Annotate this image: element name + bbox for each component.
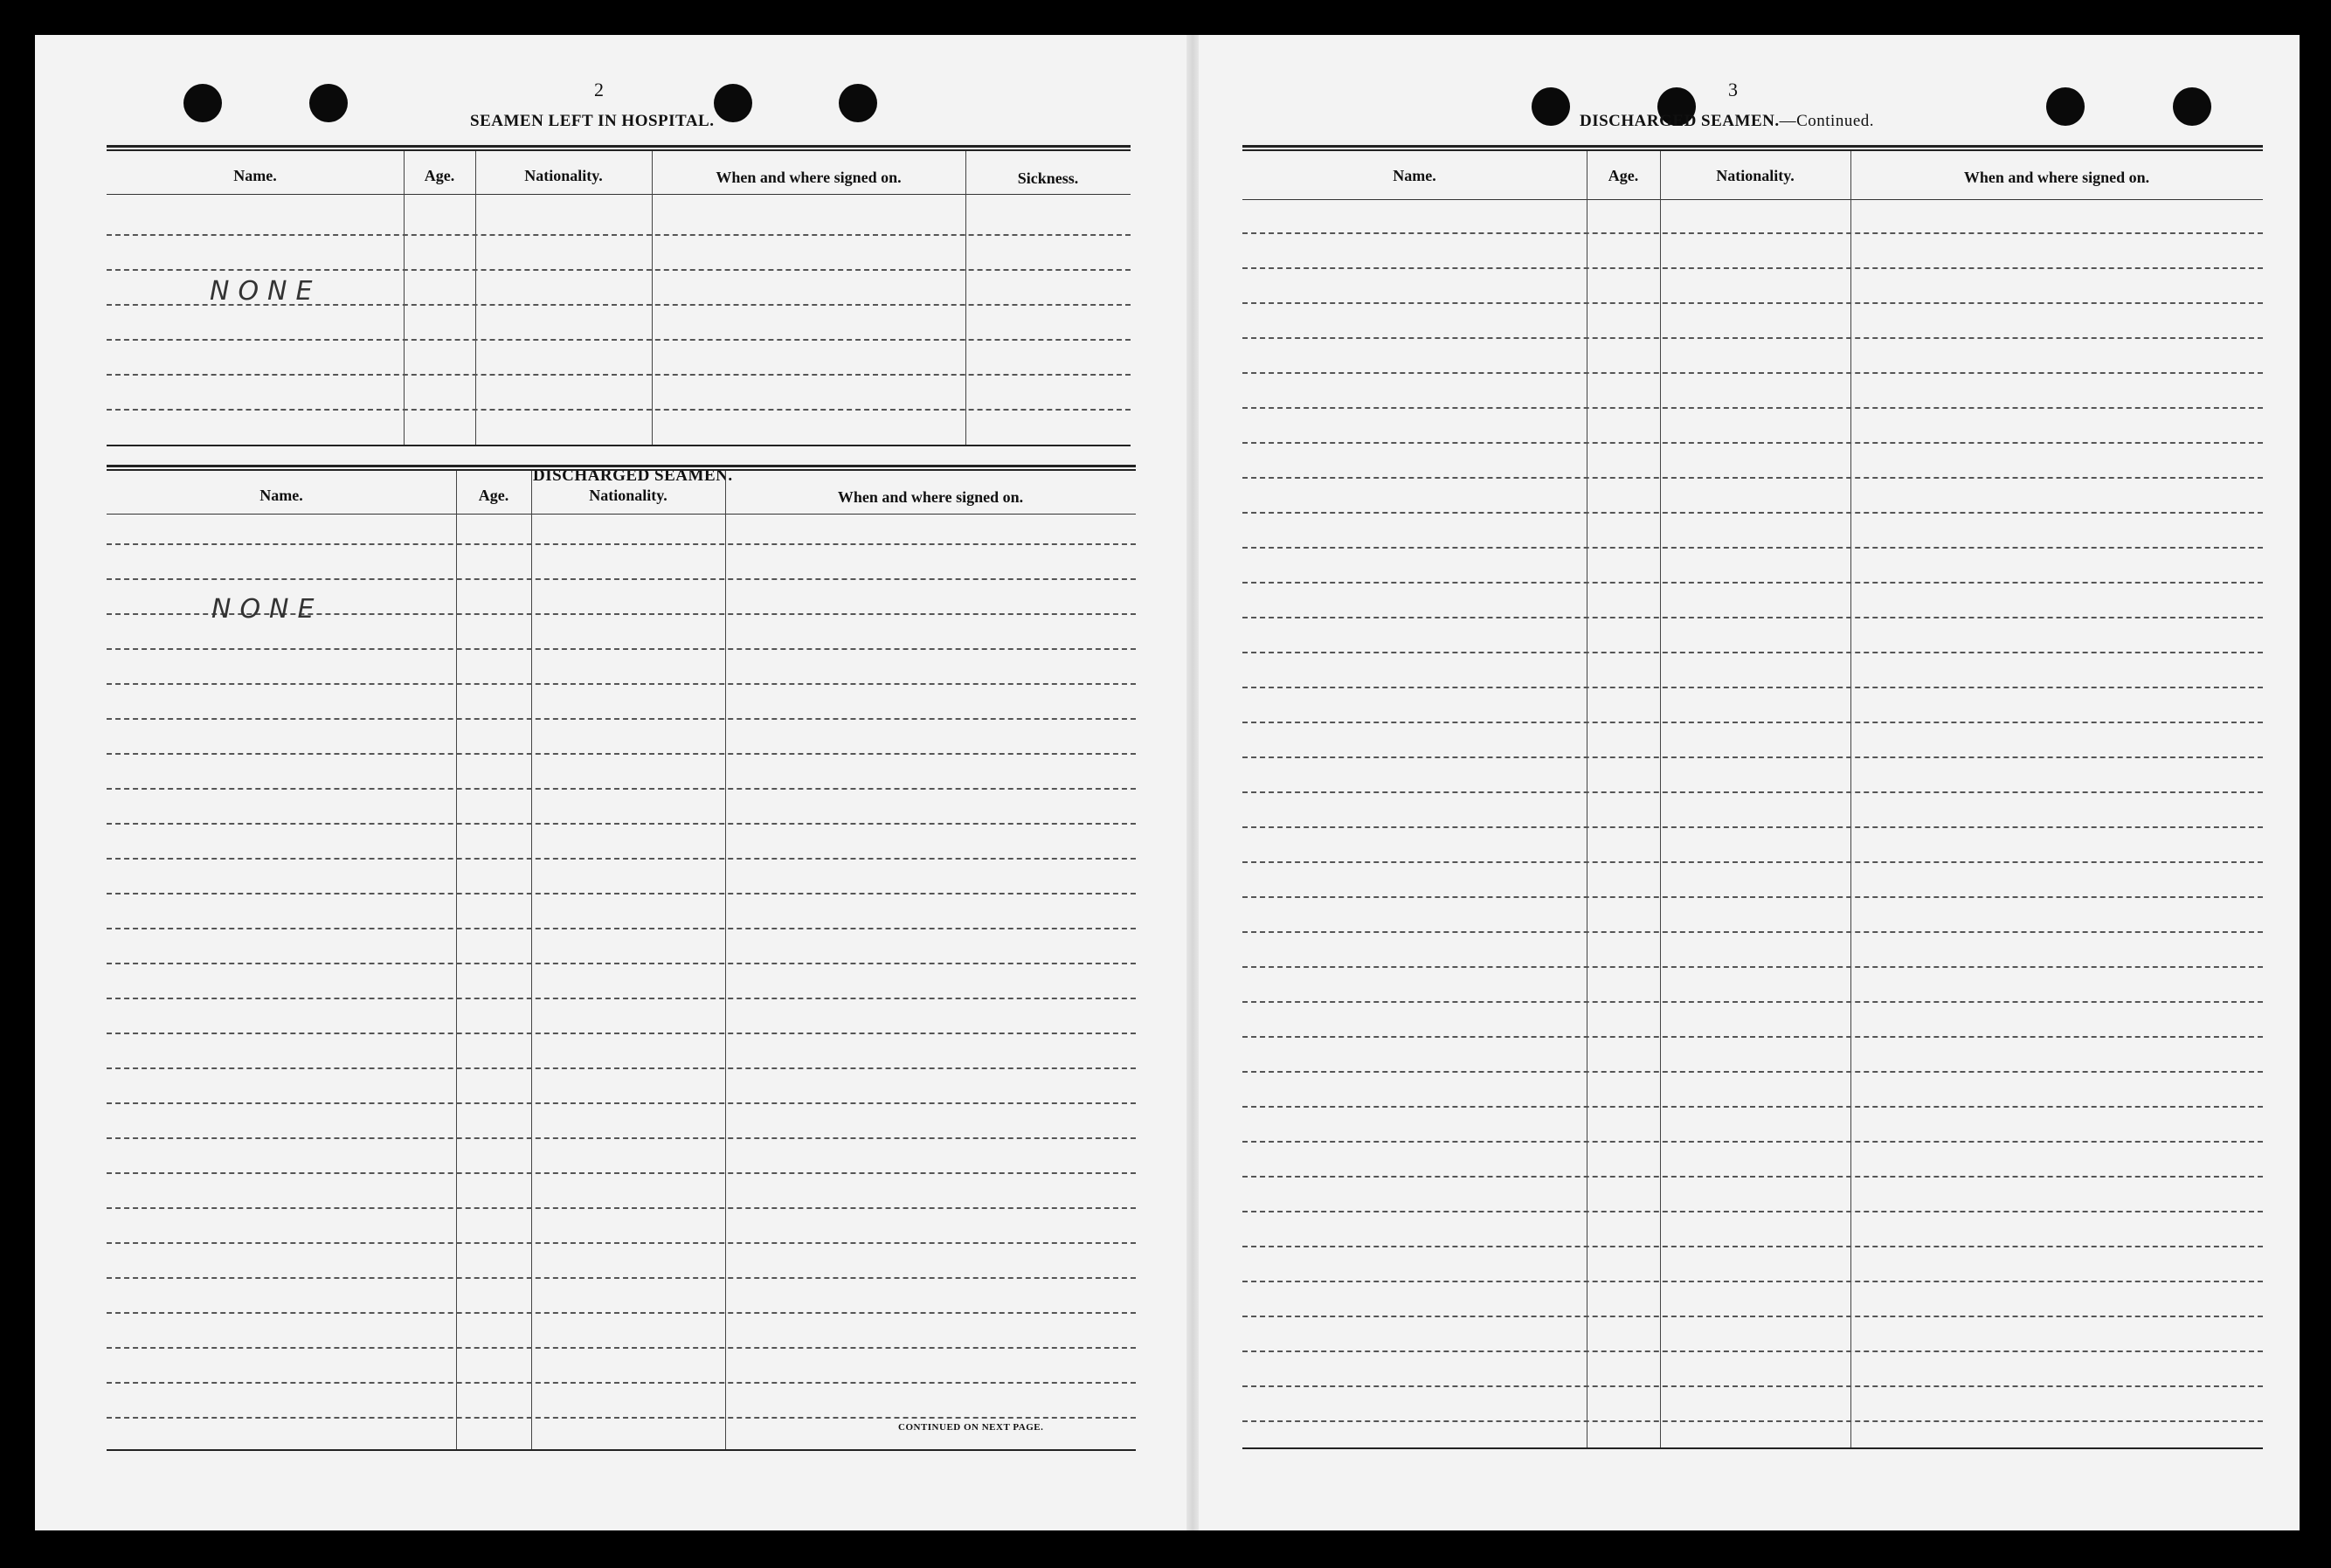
page-number-left: 2 — [594, 79, 604, 100]
col-age: Age. — [478, 487, 509, 504]
ruled-line — [1242, 687, 2263, 688]
col-name: Name. — [259, 487, 303, 504]
ruled-line — [1242, 477, 2263, 479]
ruled-line — [1242, 791, 2263, 793]
continued-footer: CONTINUED ON NEXT PAGE. — [898, 1422, 1044, 1433]
ruled-line — [1242, 756, 2263, 758]
page-number-right: 3 — [1728, 79, 1738, 100]
ruled-line — [1242, 1420, 2263, 1422]
ruled-line — [1242, 337, 2263, 339]
col-nationality: Nationality. — [589, 487, 667, 504]
ruled-line — [1242, 372, 2263, 374]
col-name: Name. — [1393, 167, 1436, 184]
col-sickness: Sickness. — [1017, 169, 1079, 187]
ruled-line — [1242, 302, 2263, 304]
punch-hole — [714, 84, 752, 122]
ruled-line — [1242, 896, 2263, 898]
col-age: Age. — [1608, 167, 1639, 184]
ruled-line — [1242, 1211, 2263, 1212]
ruled-line — [1242, 861, 2263, 863]
ruled-line — [1242, 547, 2263, 549]
handwritten-entry: NONE — [210, 276, 322, 307]
hospital-table — [107, 145, 1131, 452]
punch-hole — [2046, 87, 2085, 126]
ruled-line — [1242, 407, 2263, 409]
col-signed-on: When and where signed on. — [837, 488, 1024, 506]
ruled-line — [1242, 966, 2263, 968]
ruled-line — [1242, 232, 2263, 234]
col-nationality: Nationality. — [524, 167, 603, 184]
ruled-line — [1242, 512, 2263, 514]
ruled-line — [1242, 1071, 2263, 1073]
discharged-continued-table — [1242, 145, 2263, 1455]
page-gutter — [1186, 35, 1199, 1530]
ruled-line — [1242, 1176, 2263, 1178]
document-spread — [35, 35, 2300, 1530]
punch-hole — [839, 84, 877, 122]
col-signed-on: When and where signed on. — [1963, 169, 2150, 186]
ruled-line — [1242, 1316, 2263, 1317]
ruled-line — [1242, 617, 2263, 618]
ruled-line — [1242, 722, 2263, 723]
hospital-heading: SEAMEN LEFT IN HOSPITAL. — [470, 112, 715, 130]
ruled-line — [1242, 442, 2263, 444]
discharged-heading: DISCHARGED SEAMEN. — [533, 466, 733, 485]
ruled-line — [1242, 1350, 2263, 1352]
ruled-line — [1242, 1385, 2263, 1387]
ruled-line — [1242, 1246, 2263, 1247]
ruled-line — [1242, 1141, 2263, 1143]
col-name: Name. — [233, 167, 277, 184]
ruled-line — [1242, 652, 2263, 653]
punch-hole — [1532, 87, 1570, 126]
punch-hole — [2173, 87, 2211, 126]
ruled-line — [1242, 826, 2263, 828]
handwritten-entry: NONE — [211, 594, 323, 625]
col-age: Age. — [424, 167, 455, 184]
ruled-line — [1242, 1001, 2263, 1003]
ruled-line — [1242, 1281, 2263, 1282]
ruled-line — [1242, 582, 2263, 584]
ruled-line — [1242, 1036, 2263, 1038]
col-signed-on: When and where signed on. — [716, 169, 902, 186]
discharged-table — [107, 465, 1136, 1457]
col-nationality: Nationality. — [1716, 167, 1795, 184]
ruled-line — [1242, 267, 2263, 269]
discharged-continued-heading: DISCHARGED SEAMEN.—Continued. — [1580, 112, 1875, 130]
ruled-line — [1242, 931, 2263, 933]
ruled-line — [1242, 1106, 2263, 1108]
punch-hole — [309, 84, 348, 122]
punch-hole — [183, 84, 222, 122]
